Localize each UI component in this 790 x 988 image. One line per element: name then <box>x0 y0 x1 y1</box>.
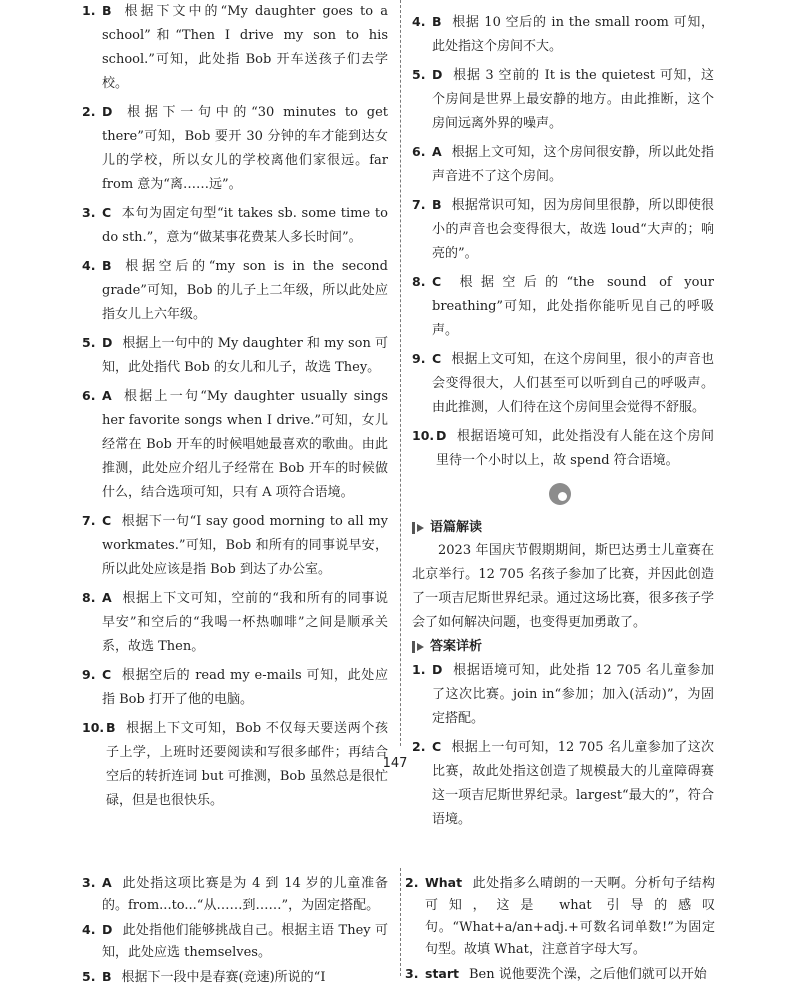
answer-item-2: 2. What 此处指多么晴朗的一天啊。分析句子结构可知，这是 what 引导的感叹句。“What+a/an+adj.+可数名词单数!”为固定句型。故填 What，注意首字母大写。 <box>405 875 715 957</box>
answer-item-9: 9. C 根据空后的 read my e-mails 可知，此处应指 Bob 打开了他的电脑。 <box>82 667 388 707</box>
answer-item-8: 8. A 根据上下文可知，空前的“我和所有的同事说早安”和空后的“我喝一杯热咖啡”之间是顺承关系，故选 Then。 <box>82 590 388 654</box>
explanation-text: 根据上文可知，在这个房间里，很小的声音也会变得很大，人们甚至可以听到自己的呼吸声。由此推测，人们待在这个房间里会觉得不舒服。 <box>432 352 714 415</box>
explanation-text: 根据上一句中的 My daughter 和 my son 可知，此处指代 Bob 的女儿和儿子，故选 They。 <box>102 336 388 375</box>
column-divider <box>400 0 401 746</box>
answer-item-10: 10. B 根据上下文可知，Bob 不仅每天要送两个孩子上学，上班时还要阅读和写很多邮件；再结合空后的转折连词 but 可推测，Bob 虽然总是很忙碌，但是也很快乐。 <box>82 720 388 808</box>
explanation-text: 根据上一句可知，12 705 名儿童参加了这次比赛，故此处指这创造了规模最大的儿童障碍赛这一项吉尼斯世界纪录。largest“最大的”，符合语境。 <box>432 740 714 827</box>
answer-letter: B <box>432 197 442 212</box>
answer-item-3: 3. start Ben 说他要洗个澡，之后他们就可以开始 <box>405 966 707 982</box>
explanation-text: 根据下一句中的“30 minutes to get there”可知，Bob 要开 30 分钟的车才能到达女儿的学校，所以女儿的学校离他们家很远。far from 意为“离……远”。 <box>102 105 388 192</box>
right-column <box>412 0 714 836</box>
answer-letter: A <box>102 590 112 605</box>
explanation-text: 根据空后的 read my e-mails 可知，此处应指 Bob 打开了他的电脑。 <box>102 668 388 707</box>
explanation-text: 此处指他们能够挑战自己。根据主语 They 可知，此处应选 themselves。 <box>102 923 388 960</box>
answer-item-9: 9. C 根据上文可知，在这个房间里，很小的声音也会变得很大，人们甚至可以听到自己的呼吸声。由此推测，人们待在这个房间里会觉得不舒服。 <box>412 351 714 415</box>
answer-letter: A <box>102 388 112 403</box>
section-c-logo <box>412 477 714 517</box>
answer-letter: C <box>102 205 112 220</box>
answer-word: What <box>425 875 463 890</box>
answer-letter: C <box>432 274 442 289</box>
left-column <box>82 0 388 817</box>
answer-letter: A <box>102 875 112 890</box>
answer-letter: D <box>102 335 113 350</box>
cut-off-line <box>412 0 714 6</box>
heading-arrow-icon <box>417 524 424 532</box>
reading-summary: 2023 年国庆节假期期间，斯巴达勇士儿童赛在北京举行。12 705 名孩子参加了比赛，并因此创造了一项吉尼斯世界纪录。通过这场比赛，很多孩子学会了如何解决问题，也变得更加勇敢了。 <box>412 543 714 630</box>
answer-letter: A <box>432 144 442 159</box>
answer-item-10: 10. D 根据语境可知，此处指没有人能在这个房间里待一个小时以上，故 spend 符合语境。 <box>412 428 714 468</box>
answer-letter: C <box>102 667 112 682</box>
answer-letter: D <box>432 67 443 82</box>
explanation-text: 根据下一段中是春赛(竞速)所说的“I <box>121 970 326 985</box>
explanation-text: 根据语境可知，此处指 12 705 名儿童参加了这次比赛。join in“参加；加入(活动)”，为固定搭配。 <box>432 663 714 726</box>
answer-letter: B <box>106 720 116 735</box>
answer-item-1: 1. B 根据下文中的“My daughter goes to a school”和“Then I drive my son to his school.”可知，此处指 Bob 开车送孩子们去学校。 <box>82 3 388 91</box>
heading-marker-icon <box>412 641 415 653</box>
answer-item-6: 6. A 根据上一句“My daughter usually sings her favorite songs when I drive.”可知，女儿经常在 Bob 开车的时候唱她最喜欢的歌曲。由此推测，此处应介绍儿子经常在 Bob 开车的时候做什么，结合选项可知，只有 A 项符合语境。 <box>82 388 388 500</box>
answer-heading: 答案详析 <box>412 636 714 658</box>
answer-item-5: 5. D 根据上一句中的 My daughter 和 my son 可知，此处指代 Bob 的女儿和儿子，故选 They。 <box>82 335 388 375</box>
circle-c-logo-icon <box>549 483 571 505</box>
answer-letter: D <box>436 428 447 443</box>
answer-item-8: 8. C 根据空后的“the sound of your breathing”可知，此处指你能听见自己的呼吸声。 <box>412 274 714 338</box>
answer-item-6: 6. A 根据上文可知，这个房间很安静，所以此处指声音进不了这个房间。 <box>412 144 714 184</box>
answer-item-4: 4. D 此处指他们能够挑战自己。根据主语 They 可知，此处应选 themselves。 <box>82 922 388 960</box>
answer-letter: D <box>102 104 113 119</box>
explanation-text: 根据下文中的“My daughter goes to a school”和“Then I drive my son to his school.”可知，此处指 Bob 开车送孩子们去学校。 <box>102 4 388 91</box>
answer-item-3: 3. C 本句为固定句型“it takes sb. some time to do sth.”，意为“做某事花费某人多长时间”。 <box>82 205 388 245</box>
answer-item-7: 7. B 根据常识可知，因为房间里很静，所以即使很小的声音也会变得很大，故选 loud“大声的；响亮的”。 <box>412 197 714 261</box>
answer-word: start <box>425 966 459 981</box>
explanation-text: 根据语境可知，此处指没有人能在这个房间里待一个小时以上，故 spend 符合语境。 <box>436 429 714 468</box>
answer-letter: C <box>102 513 112 528</box>
explanation-text: 此处指多么晴朗的一天啊。分析句子结构可知，这是 what 引导的感叹句。“What+a/an+adj.+可数名词单数!”为固定句型。故填 What，注意首字母大写。 <box>425 876 715 957</box>
explanation-text: 此处指这项比赛是为 4 到 14 岁的儿童准备的。from...to...“从……到……”，为固定搭配。 <box>102 876 388 913</box>
reading-heading: 语篇解读 <box>412 517 714 539</box>
answer-letter: D <box>102 922 113 937</box>
next-page-left-column <box>82 872 388 988</box>
explanation-text: Ben 说他要洗个澡，之后他们就可以开始 <box>469 967 707 982</box>
answer-item-4: 4. B 根据空后的“my son is in the second grade”可知，Bob 的儿子上二年级，所以此处应指女儿上六年级。 <box>82 258 388 322</box>
answer-letter: C <box>432 739 442 754</box>
explanation-text: 根据常识可知，因为房间里很静，所以即使很小的声音也会变得很大，故选 loud“大声的；响亮的”。 <box>432 198 714 261</box>
explanation-text: 根据上一句“My daughter usually sings her favorite songs when I drive.”可知，女儿经常在 Bob 开车的时候唱她最喜欢的歌曲。由此推测，此处应介绍儿子经常在 Bob 开车的时候做什么，结合选项可知，只有 A 项符合语境。 <box>102 389 388 500</box>
explanation-text: 本句为固定句型“it takes sb. some time to do sth.”，意为“做某事花费某人多长时间”。 <box>102 206 388 245</box>
heading-arrow-icon <box>417 643 424 651</box>
answer-item-7: 7. C 根据下一句“I say good morning to all my workmates.”可知，Bob 和所有的同事说早安，所以此处应该是指 Bob 到达了办公室。 <box>82 513 388 577</box>
answer-letter: B <box>102 3 112 18</box>
explanation-text: 根据上下文可知，空前的“我和所有的同事说早安”和空后的“我喝一杯热咖啡”之间是顺承关系，故选 Then。 <box>102 591 388 654</box>
answer-letter: B <box>432 14 442 29</box>
answer-item-3: 3. A 此处指这项比赛是为 4 到 14 岁的儿童准备的。from...to...“从……到……”，为固定搭配。 <box>82 875 388 913</box>
answer-item-c1: 1. D 根据语境可知，此处指 12 705 名儿童参加了这次比赛。join in“参加；加入(活动)”，为固定搭配。 <box>412 662 714 726</box>
answer-letter: B <box>102 969 112 984</box>
explanation-text: 根据 3 空前的 It is the quietest 可知，这个房间是世界上最安静的地方。由此推断，这个房间远离外界的噪声。 <box>432 68 714 131</box>
answer-letter: C <box>432 351 442 366</box>
heading-marker-icon <box>412 522 415 534</box>
explanation-text: 根据空后的“my son is in the second grade”可知，Bob 的儿子上二年级，所以此处应指女儿上六年级。 <box>102 259 388 322</box>
explanation-text: 根据上下文可知，Bob 不仅每天要送两个孩子上学，上班时还要阅读和写很多邮件；再结合空后的转折连词 but 可推测，Bob 虽然总是很忙碌，但是也很快乐。 <box>106 721 388 808</box>
answer-letter: D <box>432 662 443 677</box>
column-divider-bottom <box>400 868 401 976</box>
answer-item-5: 5. B 根据下一段中是春赛(竞速)所说的“I <box>82 969 326 985</box>
explanation-text: 根据空后的“the sound of your breathing”可知，此处指你能听见自己的呼吸声。 <box>432 275 714 338</box>
answer-item-4: 4. B 根据 10 空后的 in the small room 可知，此处指这个房间不大。 <box>412 14 714 54</box>
explanation-text: 根据上文可知，这个房间很安静，所以此处指声音进不了这个房间。 <box>432 145 714 184</box>
explanation-text: 根据 10 空后的 in the small room 可知，此处指这个房间不大。 <box>432 15 714 54</box>
page-number: 147 <box>382 756 408 771</box>
explanation-text: 根据下一句“I say good morning to all my workmates.”可知，Bob 和所有的同事说早安，所以此处应该是指 Bob 到达了办公室。 <box>102 514 388 577</box>
next-page-right-column <box>405 872 715 985</box>
answer-letter: B <box>102 258 112 273</box>
answer-item-5: 5. D 根据 3 空前的 It is the quietest 可知，这个房间是世界上最安静的地方。由此推断，这个房间远离外界的噪声。 <box>412 67 714 131</box>
answer-item-2: 2. D 根据下一句中的“30 minutes to get there”可知，Bob 要开 30 分钟的车才能到达女儿的学校，所以女儿的学校离他们家很远。far from 意为“离……远”。 <box>82 104 388 192</box>
answer-item-c2: 2. C 根据上一句可知，12 705 名儿童参加了这次比赛，故此处指这创造了规模最大的儿童障碍赛这一项吉尼斯世界纪录。largest“最大的”，符合语境。 <box>412 739 714 827</box>
